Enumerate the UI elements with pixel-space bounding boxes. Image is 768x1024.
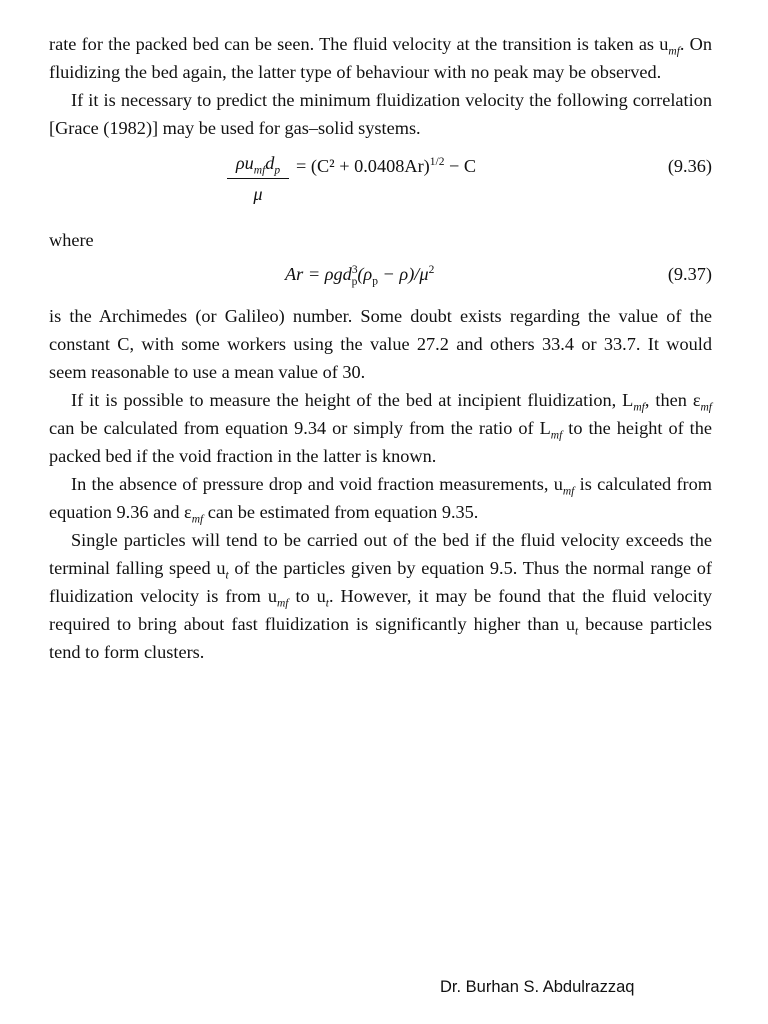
subscript: mf [276, 597, 289, 610]
numerator-sub: mf [253, 164, 266, 177]
text-run: of the particles given by equation 9.5. Thus the normal range of fluidization velocity is from u [49, 558, 712, 606]
numerator-d: d [265, 153, 275, 173]
text-run: In the absence of pressure drop and void fraction measurements, u [71, 474, 563, 494]
paragraph-4 [49, 386, 712, 470]
subscript: mf [633, 401, 645, 414]
eq-part: = ρgd [303, 264, 352, 284]
equation-9-36-block [49, 142, 712, 226]
text-run: is calculated from equation 9.36 and ε [49, 474, 713, 522]
d-sup: 3 [351, 263, 358, 276]
equation-9-37-block [49, 260, 712, 302]
tail-sup: 2 [428, 263, 435, 276]
numerator-d-sub: p [274, 164, 281, 177]
subscript: mf [191, 513, 204, 526]
rhs-tail: − C [444, 156, 477, 176]
rho-sub: p [372, 275, 378, 288]
equation-9-37 [49, 260, 712, 300]
equation-fraction [227, 150, 289, 207]
text-run: can be calculated from equation 9.34 or simply from the ratio of L [49, 418, 551, 438]
fraction-denominator: μ [253, 184, 263, 204]
paragraph-2: If it is necessary to predict the minimum fluidization velocity the following correlation [Grace (1982)] may be used for gas–solid systems. [49, 90, 712, 138]
text-run: . On fluidizing the bed again, the latter type of behaviour with no peak may be observed. [49, 34, 712, 82]
numerator-text: ρu [235, 153, 254, 173]
tail-part: − ρ)/μ [377, 264, 429, 284]
paragraph-1 [49, 30, 712, 86]
equation-number: (9.36) [667, 156, 712, 176]
text-run: to the height of the packed bed if the void fraction in the latter is known. [49, 418, 712, 466]
equation-expression [285, 263, 435, 288]
page-body [49, 30, 712, 666]
text-run: can be estimated from equation 9.35. [203, 502, 479, 522]
mid-part: (ρ [357, 264, 373, 284]
paragraph-3: is the Archimedes (or Galileo) number. Some doubt exists regarding the value of the constant C, with some workers using the value 27.2 and others 33.4 or 33.7. It would seem reasonable to use a mean value of 30. [49, 306, 712, 382]
paragraph-6 [49, 526, 712, 666]
equation-number: (9.37) [667, 264, 712, 284]
subscript: mf [668, 45, 680, 58]
subscript: mf [562, 485, 575, 498]
text-run: , then ε [644, 390, 701, 410]
text-run: . However, it may be found that the fluid velocity required to bring about fast fluidization is significantly higher than u [49, 586, 712, 634]
subscript: t [325, 597, 329, 610]
fraction-numerator [227, 150, 289, 176]
equation-rhs [296, 156, 476, 177]
text-run: because particles tend to form clusters. [49, 614, 712, 662]
subscript: mf [700, 401, 712, 414]
lhs: Ar [285, 264, 304, 284]
fraction-bar [227, 178, 289, 179]
text-run: If it is possible to measure the height of the bed at incipient fluidization, L [71, 390, 634, 410]
text-run: to u [288, 586, 326, 606]
where-line: where [49, 230, 94, 250]
text-run: Single particles will tend to be carried out of the bed if the fluid velocity exceeds the terminal falling speed u [49, 530, 712, 578]
rhs-sup: 1/2 [429, 155, 445, 168]
rhs-text: = (C² + 0.0408Ar) [296, 156, 430, 176]
d-sub: p [351, 275, 358, 288]
footer-author: Dr. Burhan S. Abdulrazzaq [440, 978, 635, 996]
subscript: t [575, 625, 579, 638]
text-run: rate for the packed bed can be seen. The fluid velocity at the transition is taken as u [49, 34, 669, 54]
paragraph-5 [49, 470, 712, 526]
subscript: t [225, 569, 229, 582]
equation-9-36 [49, 142, 712, 224]
subscript: mf [550, 429, 563, 442]
